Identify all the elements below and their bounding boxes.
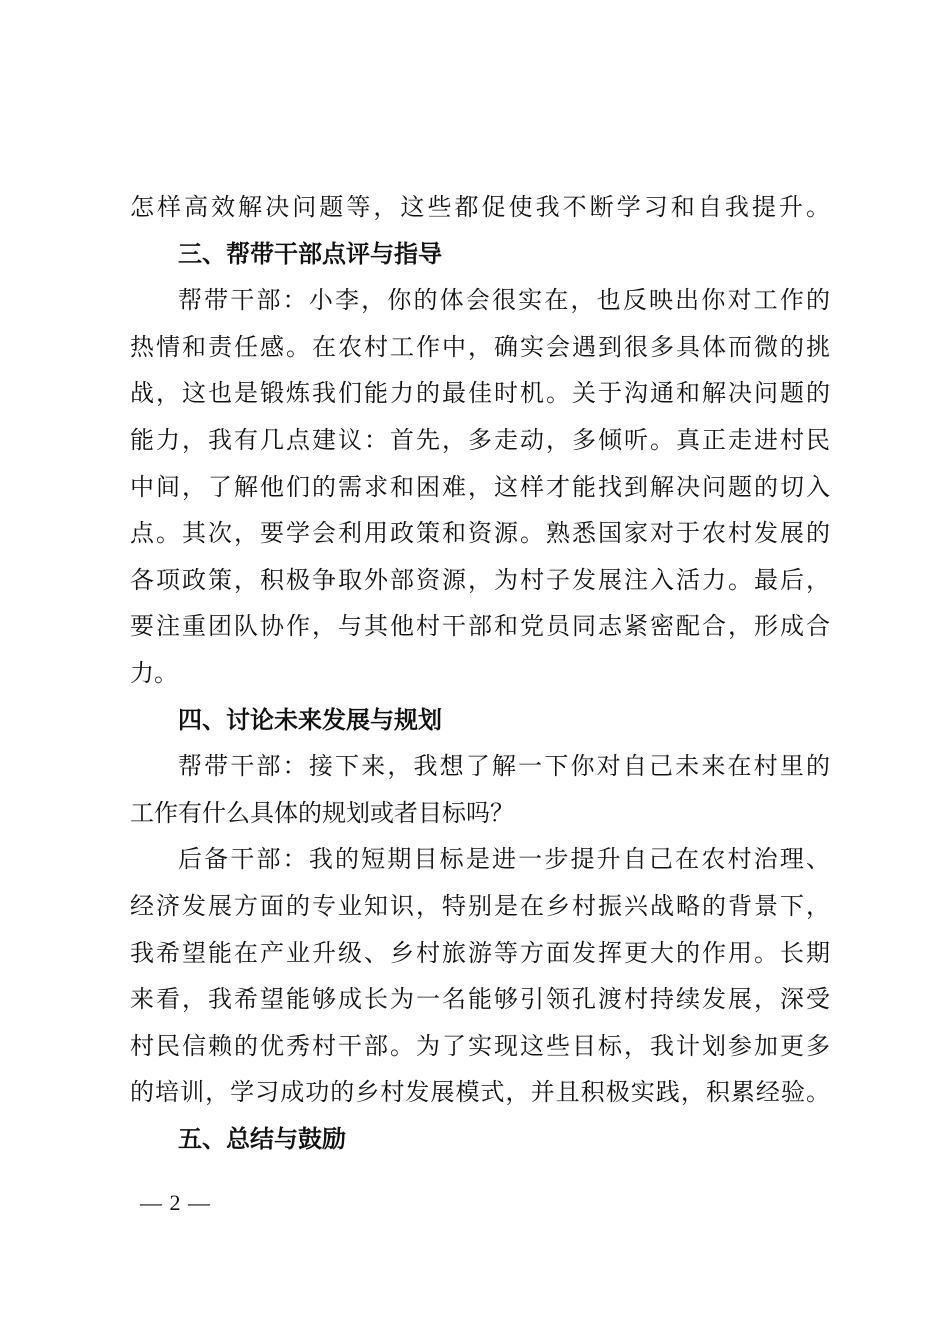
paragraph-line: 帮带干部：小李，你的体会很实在，也反映出你对工作的 [178,286,830,315]
paragraph-line: 我希望能在产业升级、乡村旅游等方面发挥更大的作用。长期 [130,938,830,967]
paragraph-line: 后备干部：我的短期目标是进一步提升自己在农村治理、 [178,845,830,874]
paragraph-line: 要注重团队协作，与其他村干部和党员同志紧密配合，形成合 [130,612,830,641]
paragraph-line: 中间，了解他们的需求和困难，这样才能找到解决问题的切入 [130,472,830,501]
paragraph-line: 村民信赖的优秀村干部。为了实现这些目标，我计划参加更多 [130,1031,830,1060]
section-heading-4: 四、讨论未来发展与规划 [178,705,442,734]
document-body [130,184,830,1162]
paragraph-line: 怎样高效解决问题等，这些都促使我不断学习和自我提升。 [130,193,830,221]
paragraph-line: 战，这也是锻炼我们能力的最佳时机。关于沟通和解决问题的 [130,379,830,408]
paragraph-line: 能力，我有几点建议：首先，多走动，多倾听。真正走进村民 [130,425,830,454]
section-heading-5: 五、总结与鼓励 [178,1124,346,1153]
page-number: — 2 — [140,1190,211,1215]
paragraph-line: 热情和责任感。在农村工作中，确实会遇到很多具体而微的挑 [130,332,830,361]
paragraph-line: 经济发展方面的专业知识，特别是在乡村振兴战略的背景下， [130,891,830,920]
paragraph-line: 来看，我希望能够成长为一名能够引领孔渡村持续发展，深受 [130,985,830,1014]
paragraph-line: 的培训，学习成功的乡村发展模式，并且积极实践，积累经验。 [130,1078,830,1107]
paragraph-line: 各项政策，积极争取外部资源，为村子发展注入活力。最后， [130,565,830,594]
paragraph-line: 力。 [130,658,178,687]
paragraph-line: 点。其次，要学会利用政策和资源。熟悉国家对于农村发展的 [130,519,830,548]
paragraph-line: 工作有什么具体的规划或者目标吗？ [130,798,514,827]
paragraph-line: 帮带干部：接下来，我想了解一下你对自己未来在村里的 [178,752,830,781]
section-heading-3: 三、帮带干部点评与指导 [178,239,442,268]
